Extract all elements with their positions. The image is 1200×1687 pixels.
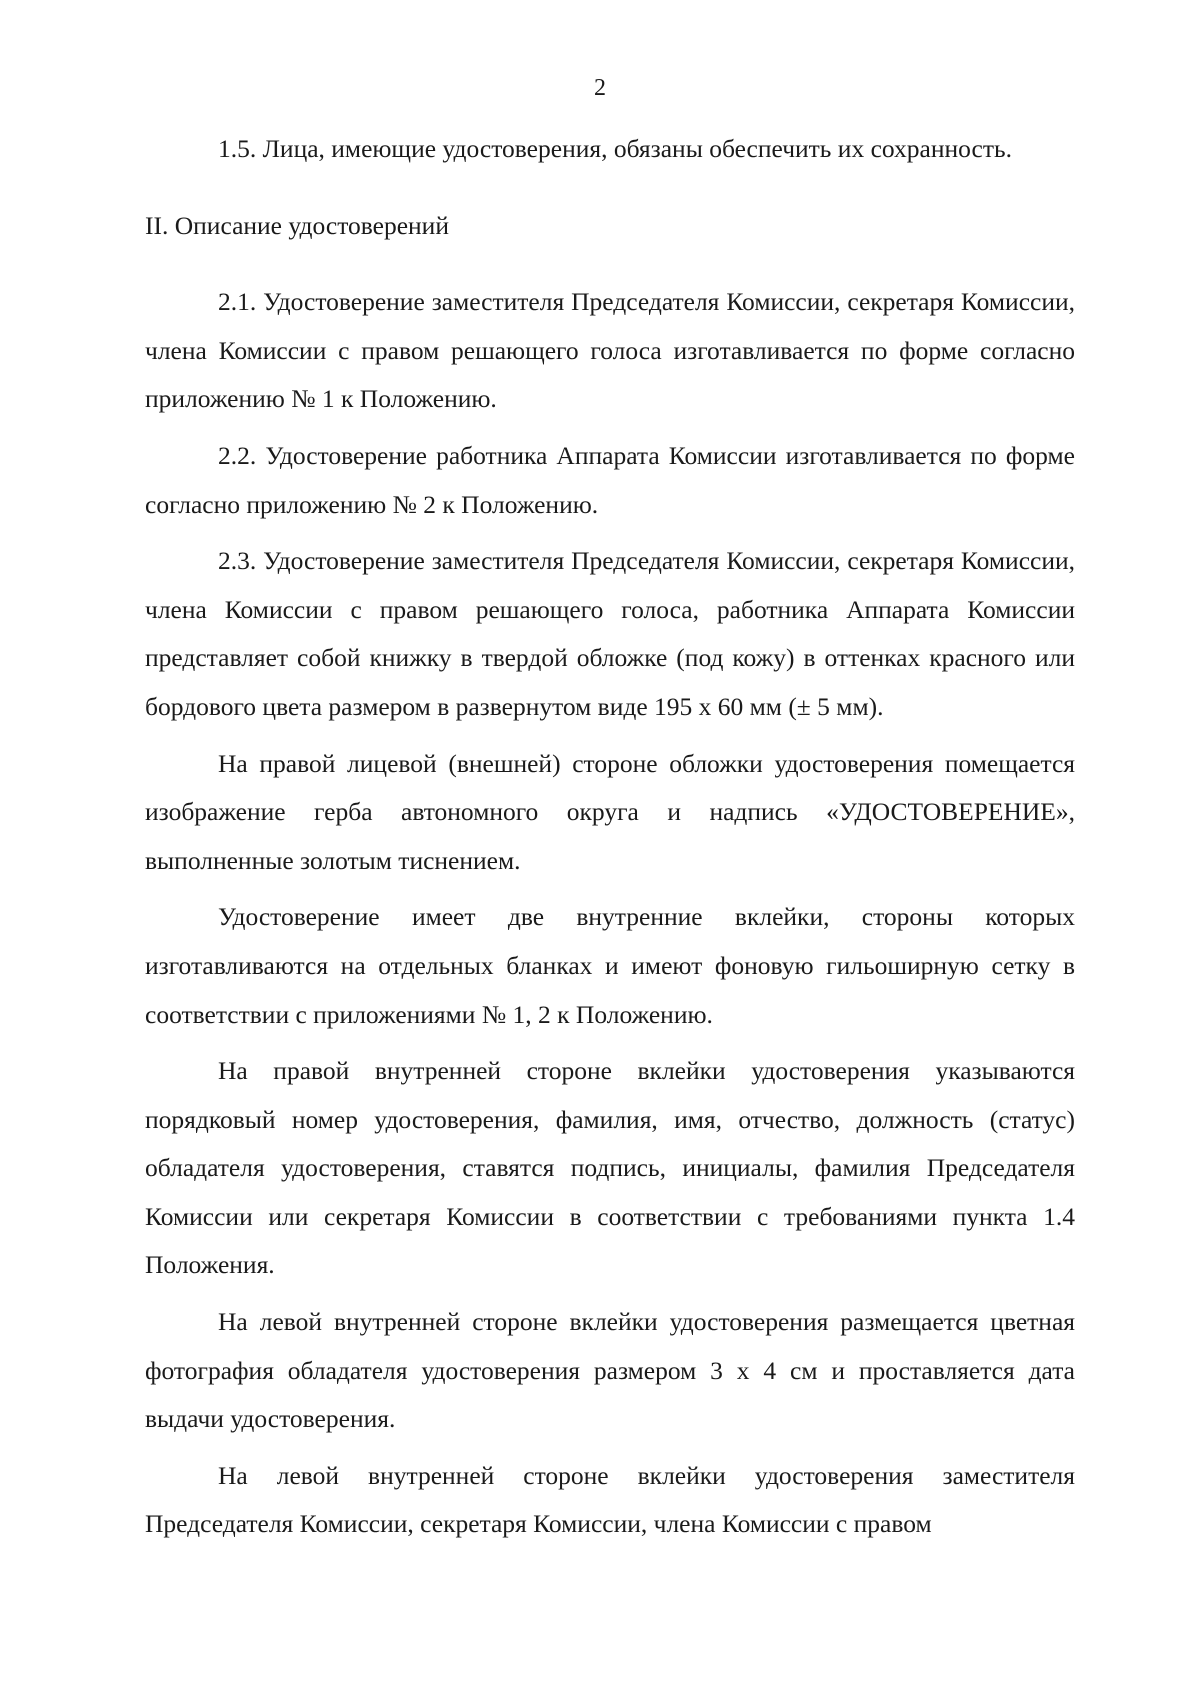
paragraph-2-3: 2.3. Удостоверение заместителя Председателя Комиссии, секретаря Комиссии, члена Комиссии с правом решающего голоса, работника Аппарата Комиссии представляет собой книжку в твердой обложке (под кожу) в оттенках красного или бордового цвета размером в развернутом виде 195 х 60 мм (± 5 мм). [145,546,1075,721]
paragraph-2-2: 2.2. Удостоверение работника Аппарата Комиссии изготавливается по форме согласно приложению № 2 к Положению. [145,440,1075,519]
paragraph-cover-description: На правой лицевой (внешней) стороне обложки удостоверения помещается изображение герба автономного округа и надпись «УДОСТОВЕРЕНИЕ», выполненные золотым тиснением. [145,748,1075,875]
page-number: 2 [594,75,606,101]
paragraph-inserts: Удостоверение имеет две внутренние вклейки, стороны которых изготавливаются на отдельных бланках и имеют фоновую гильоширную сетку в соответствии с приложениями № 1, 2 к Положению. [145,902,1075,1029]
paragraph-2-1: 2.1. Удостоверение заместителя Председателя Комиссии, секретаря Комиссии, члена Комиссии с правом решающего голоса изготавливается по форме согласно приложению № 1 к Положению. [145,287,1075,414]
document-body [145,125,1075,1549]
paragraph-right-inner-side: На правой внутренней стороне вклейки удостоверения указываются порядковый номер удостоверения, фамилия, имя, отчество, должность (статус) обладателя удостоверения, ставятся подпись, инициалы, фамилия Председателя Комиссии или секретаря Комиссии в соответствии с требованиями пункта 1.4 Положения. [145,1056,1075,1280]
paragraph-1-5: 1.5. Лица, имеющие удостоверения, обязаны обеспечить их сохранность. [218,134,1012,163]
paragraph-left-inner-deputy: На левой внутренней стороне вклейки удостоверения заместителя Председателя Комиссии, секретаря Комиссии, члена Комиссии с правом [145,1460,1075,1539]
section-heading: II. Описание удостоверений [145,210,449,240]
paragraph-left-inner-photo: На левой внутренней стороне вклейки удостоверения размещается цветная фотография обладателя удостоверения размером 3 х 4 см и проставляется дата выдачи удостоверения. [145,1307,1075,1434]
